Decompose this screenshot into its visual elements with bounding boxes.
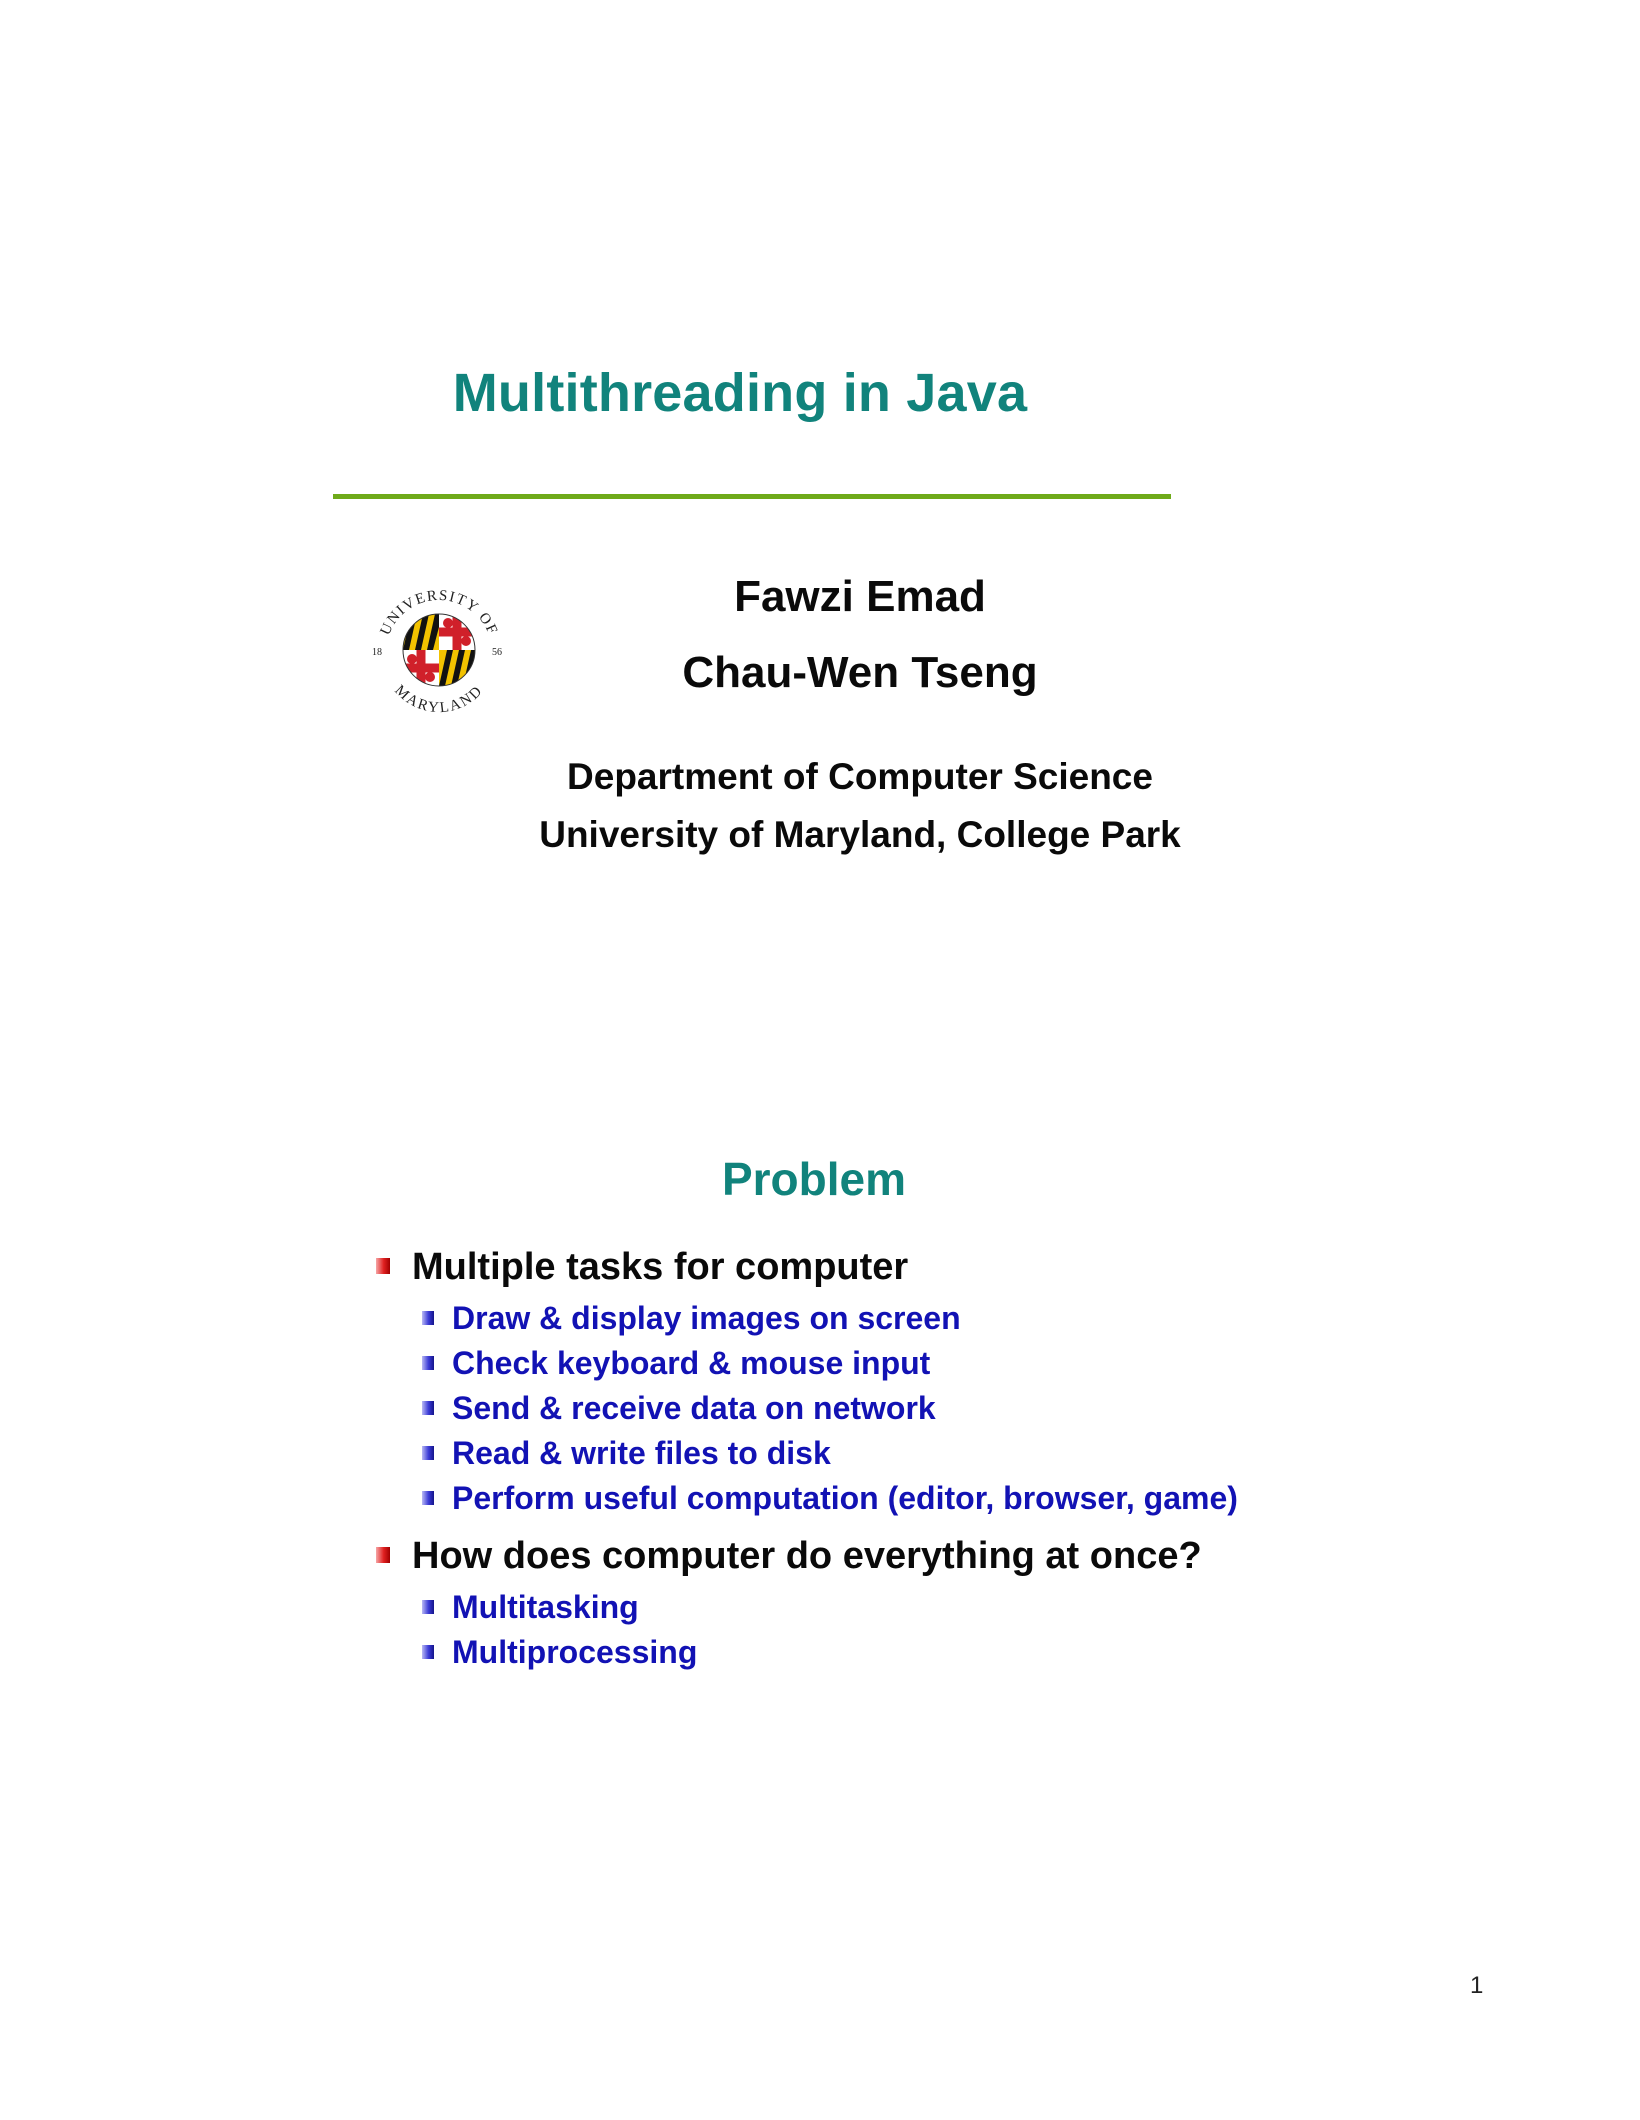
bullet-text: Multiple tasks for computer (412, 1246, 909, 1288)
seal-year-right: 56 (492, 647, 502, 658)
affiliation-line: Department of Computer Science (567, 756, 1153, 797)
author-name: Fawzi Emad (734, 572, 986, 621)
seal-ring-bottom-text: MARYLAND (391, 682, 487, 717)
sub-bullet-item (374, 1296, 1374, 1341)
blue-bullet-icon (422, 1446, 434, 1460)
page-number: 1 (1470, 1972, 1484, 1999)
seal-year-left: 18 (372, 647, 382, 658)
sub-bullet-text: Check keyboard & mouse input (452, 1345, 931, 1381)
bullet-item (374, 1244, 1374, 1290)
sub-bullet-item (374, 1431, 1374, 1476)
blue-bullet-icon (422, 1491, 434, 1505)
blue-bullet-icon (422, 1311, 434, 1325)
sub-bullet-item (374, 1341, 1374, 1386)
sub-bullet-text: Send & receive data on network (452, 1390, 936, 1426)
blue-bullet-icon (422, 1600, 434, 1614)
bullet-text: How does computer do everything at once? (412, 1535, 1202, 1577)
title-divider (333, 494, 1171, 499)
blue-bullet-icon (422, 1645, 434, 1659)
red-bullet-icon (376, 1547, 390, 1563)
sub-bullet-item (374, 1476, 1374, 1521)
red-bullet-icon (376, 1258, 390, 1274)
sub-bullet-item (374, 1386, 1374, 1431)
author-name: Chau-Wen Tseng (682, 648, 1038, 697)
university-seal-logo (364, 575, 514, 725)
sub-bullet-text: Perform useful computation (editor, browser, game) (452, 1480, 1238, 1516)
affiliation-line: University of Maryland, College Park (539, 814, 1181, 855)
sub-bullet-text: Multitasking (452, 1589, 639, 1625)
sub-bullet-item (374, 1630, 1374, 1675)
sub-bullet-item (374, 1585, 1374, 1630)
blue-bullet-icon (422, 1356, 434, 1370)
bullet-item (374, 1533, 1374, 1579)
blue-bullet-icon (422, 1401, 434, 1415)
bullet-list (374, 1244, 1374, 1675)
sub-bullet-text: Draw & display images on screen (452, 1300, 961, 1336)
slide-title: Problem (721, 1153, 907, 1205)
seal-ring-top-text: UNIVERSITY OF (377, 587, 501, 638)
sub-bullet-text: Read & write files to disk (452, 1435, 831, 1471)
slide-title: Multithreading in Java (452, 363, 1028, 423)
sub-bullet-text: Multiprocessing (452, 1634, 698, 1670)
